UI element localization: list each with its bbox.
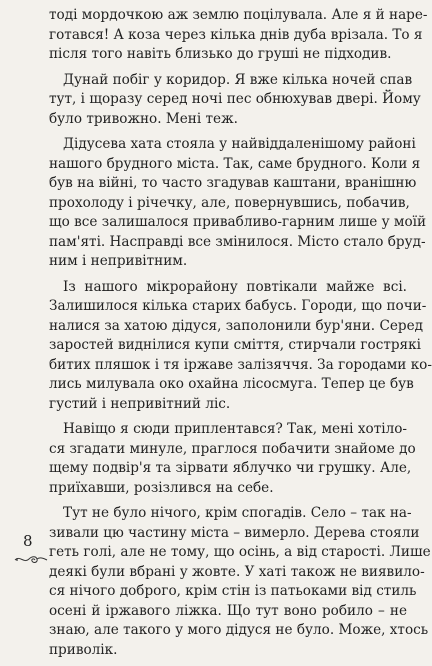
text-line: геть голі, але не тому, що осінь, а від старості. Лише — [49, 544, 431, 560]
text-line: тоді мордочкою аж землю поцілувала. Але я й наре- — [49, 7, 428, 23]
text-line: ним і непривітним. — [49, 253, 188, 269]
text-line: ся нічого доброго, крім стін із патьоками від стиль — [49, 583, 417, 599]
text-line: прохолоду і річечку, але, повернувшись, побачив, — [49, 194, 410, 211]
text-line: заростей виднілися купи сміття, стирчали гострякі — [49, 337, 421, 353]
paragraph — [49, 420, 416, 498]
text-line: лись милувала око охайна лісосмуга. Тепер це був — [49, 376, 414, 392]
text-line: було тривожно. Мені теж. — [49, 110, 238, 127]
text-line: Тут не було нічого, крім спогадів. Село – так на- — [63, 505, 412, 521]
text-line: налися за хатою дідуся, заполонили бур'яни. Серед — [49, 317, 424, 334]
text-line: після того навіть близько до груші не підходив. — [49, 46, 392, 62]
text-line: приїхавши, розізлився на себе. — [49, 479, 274, 496]
text-line: щему подвір'я та зірвати яблучко чи грушку. Але, — [49, 460, 412, 476]
text-line: Навіщо я сюди приплентався? Так, мені хотіло- — [63, 421, 407, 437]
text-line: Дідусева хата стояла у найвіддаленішому районі — [63, 136, 416, 152]
text-line: тут, і щоразу серед ночі пес обнюхував двері. Йому — [49, 91, 421, 107]
text-line: ся згадати минуле, праглося побачити знайоме до — [49, 440, 416, 457]
text-line: пам'яті. Насправді все змінилося. Місто стало бруд- — [49, 233, 426, 250]
text-line: битих пляшок і тя іржаве залізяччя. За городами ко- — [49, 356, 432, 373]
paragraph — [49, 71, 421, 130]
text-line: деякі були вбрані у жовте. У хаті також не виявило- — [49, 563, 425, 580]
text-line: приволік. — [49, 641, 118, 658]
text-line: осені й іржавого ліжка. Що тут воно робило – не — [49, 602, 407, 619]
page-number: 8 — [23, 532, 33, 550]
text-line: готався! А коза через кілька днів дуба врізала. То я — [49, 26, 423, 43]
paragraph — [49, 278, 432, 415]
text-line: густий і непривітний ліс. — [49, 395, 231, 412]
text-line: був на війні, то часто згадував каштани, вранішню — [49, 175, 417, 191]
text-line: нашого брудного міста. Так, саме брудного. Коли я — [49, 155, 421, 172]
page-text — [49, 6, 432, 666]
text-line: що все залишалося привабливо-гарним лише у моїй — [49, 214, 427, 230]
text-line: знаю, але такого у мого дідуся не було. Може, хтось — [49, 622, 429, 638]
text-line: Із нашого мікрорайону повтікали майже всі. — [63, 278, 407, 295]
paragraph — [49, 504, 431, 660]
text-line: Дунай побіг у коридор. Я вже кілька ночей спав — [63, 71, 413, 88]
swirl-ornament-icon — [14, 551, 48, 567]
text-line: зивали цю частину міста – вимерло. Дерева стояли — [49, 524, 420, 541]
text-line: Залишилося кілька старих бабусь. Городи, що почи- — [49, 298, 427, 314]
paragraph — [49, 6, 428, 65]
paragraph — [49, 135, 427, 272]
